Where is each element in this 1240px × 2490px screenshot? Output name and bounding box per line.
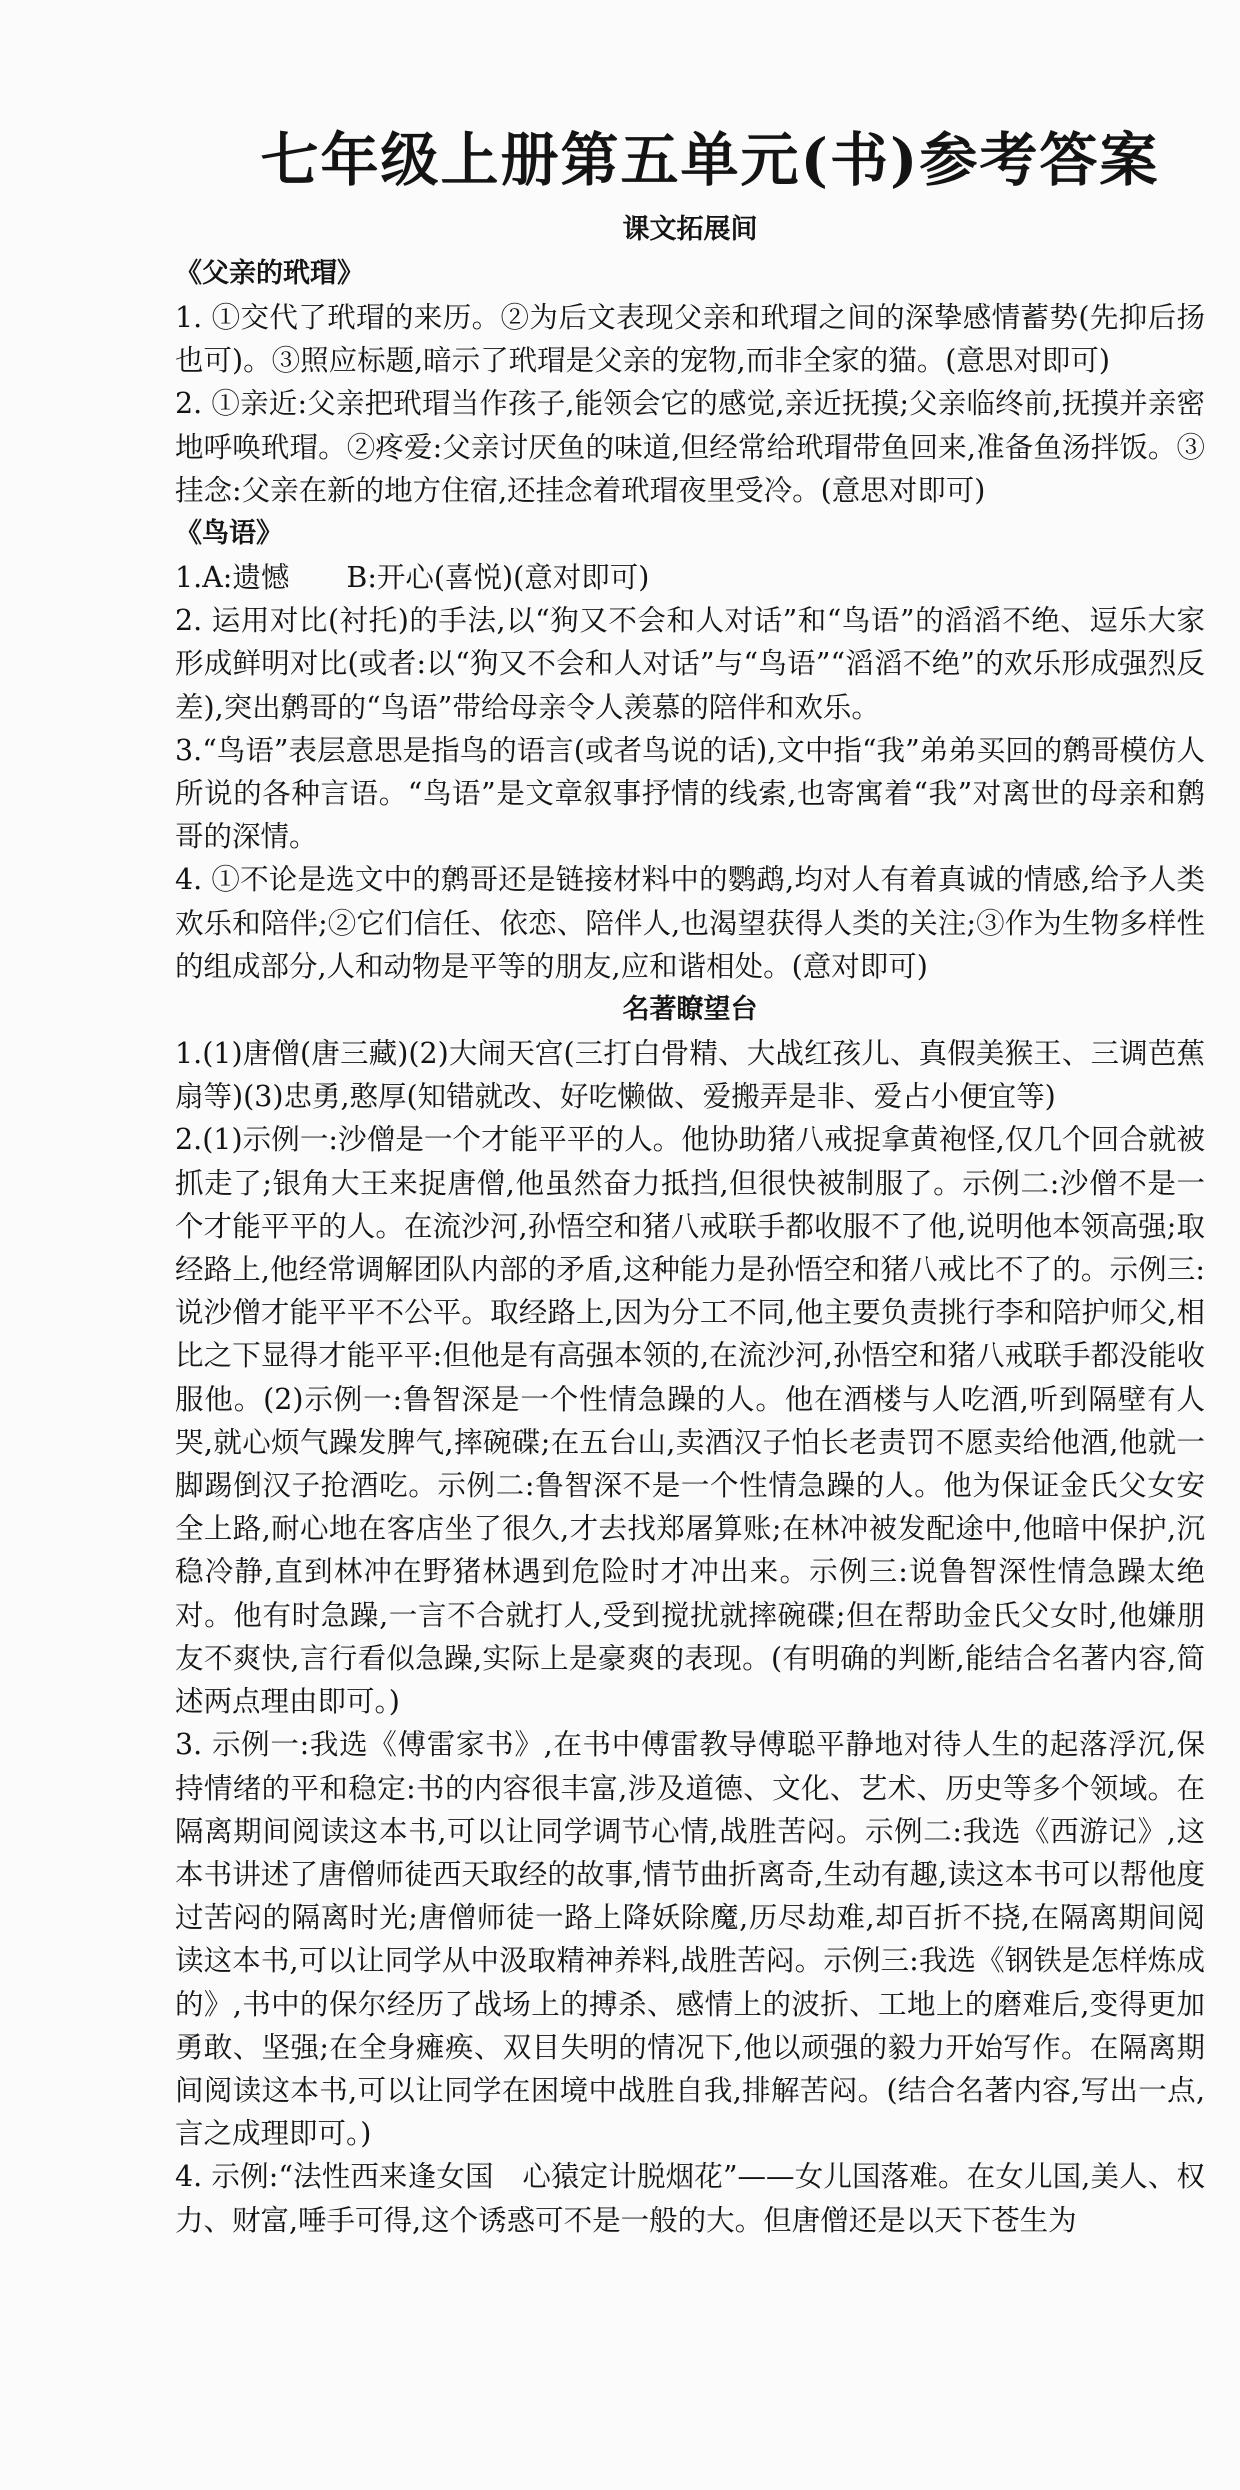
answer-paragraph: 4. ①不论是选文中的鹩哥还是链接材料中的鹦鹉,均对人有着真诚的情感,给予人类欢乐和陪伴;②它们信任、依恋、陪伴人,也渴望获得人类的关注;③作为生物多样性的组成部分,人和动物是平等的朋友,应和谐相处。(意对即可) xyxy=(175,863,1205,983)
answer-paragraph: 1.(1)唐僧(唐三藏)(2)大闹天宫(三打白骨精、大战红孩儿、真假美猴王、三调芭蕉扇等)(3)忠勇,憨厚(知错就改、好吃懒做、爱搬弄是非、爱占小便宜等) xyxy=(175,1037,1205,1114)
answer-paragraph: 2. 运用对比(衬托)的手法,以“狗又不会和人对话”和“鸟语”的滔滔不绝、逗乐大家形成鲜明对比(或者:以“狗又不会和人对话”与“鸟语”“滔滔不绝”的欢乐形成强烈反差),突出鹩哥的“鸟语”带给母亲令人羡慕的陪伴和欢乐。 xyxy=(175,604,1205,724)
answer-paragraph: 3.“鸟语”表层意思是指鸟的语言(或者鸟说的话),文中指“我”弟弟买回的鹩哥模仿人所说的各种言语。“鸟语”是文章叙事抒情的线索,也寄寓着“我”对离世的母亲和鹩哥的深情。 xyxy=(175,733,1205,854)
article-bird-language xyxy=(175,512,1205,988)
answer-paragraph: 2. ①亲近:父亲把玳瑁当作孩子,能领会它的感觉,亲近抚摸;父亲临终前,抚摸并亲密地呼唤玳瑁。②疼爱:父亲讨厌鱼的味道,但经常给玳瑁带鱼回来,准备鱼汤拌饭。③挂念:父亲在新的地方住宿,还挂念着玳瑁夜里受冷。(意思对即可) xyxy=(175,387,1205,507)
answer-paragraph: 1. ①交代了玳瑁的来历。②为后文表现父亲和玳瑁之间的深挚感情蓄势(先抑后扬也可)。③照应标题,暗示了玳瑁是父亲的宠物,而非全家的猫。(意思对即可) xyxy=(175,301,1205,378)
answer-paragraph: 3. 示例一:我选《傅雷家书》,在书中傅雷教导傅聪平静地对待人生的起落浮沉,保持情绪的平和稳定:书的内容很丰富,涉及道德、文化、艺术、历史等多个领域。在隔离期间阅读这本书,可以让同学调节心情,战胜苦闷。示例二:我选《西游记》,这本书讲述了唐僧师徒西天取经的故事,情节曲折离奇,生动有趣,读这本书可以帮他度过苦闷的隔离时光;唐僧师徒一路上降妖除魔,历尽劫难,却百折不挠,在隔离期间阅读这本书,可以让同学从中汲取精神养料,战胜苦闷。示例三:我选《钢铁是怎样炼成的》,书中的保尔经历了战场上的搏杀、感情上的波折、工地上的磨难后,变得更加勇敢、坚强;在全身瘫痪、双目失明的情况下,他以顽强的毅力开始写作。在隔离期间阅读这本书,可以让同学在困境中战胜自我,排解苦闷。(结合名著内容,写出一点,言之成理即可。) xyxy=(175,1728,1205,2151)
section-title: 课文拓展间 xyxy=(622,214,758,245)
section-text-extension xyxy=(175,208,1205,988)
section-classics xyxy=(175,988,1205,2242)
article-father-tortoiseshell-cat xyxy=(175,252,1205,512)
answer-paragraph: 2.(1)示例一:沙僧是一个才能平平的人。他协助猪八戒捉拿黄袍怪,仅几个回合就被抓走了;银角大王来捉唐僧,他虽然奋力抵挡,但很快被制服了。示例二:沙僧不是一个才能平平的人。在流沙河,孙悟空和猪八戒联手都收服不了他,说明他本领高强;取经路上,他经常调解团队内部的矛盾,这种能力是孙悟空和猪八戒比不了的。示例三:说沙僧才能平平不公平。取经路上,因为分工不同,他主要负责挑行李和陪护师父,相比之下显得才能平平:但他是有高强本领的,在流沙河,孙悟空和猪八戒联手都没能收服他。(2)示例一:鲁智深是一个性情急躁的人。他在酒楼与人吃酒,听到隔壁有人哭,就心烦气躁发脾气,摔碗碟;在五台山,卖酒汉子怕长老责罚不愿卖给他酒,他就一脚踢倒汉子抢酒吃。示例二:鲁智深不是一个性情急躁的人。他为保证金氏父女安全上路,耐心地在客店坐了很久,才去找郑屠算账;在林冲被发配途中,他暗中保护,沉稳冷静,直到林冲在野猪林遇到危险时才冲出来。示例三:说鲁智深性情急躁太绝对。他有时急躁,一言不合就打人,受到搅扰就摔碗碟;但在帮助金氏父女时,他嫌朋友不爽快,言行看似急躁,实际上是豪爽的表现。(有明确的判断,能结合名著内容,简述两点理由即可。) xyxy=(175,1123,1205,1719)
article-title: 《鸟语》 xyxy=(175,518,283,550)
article-title: 《父亲的玳瑁》 xyxy=(175,258,364,289)
answer-paragraph: 4. 示例:“法性西来逢女国 心猿定计脱烟花”——女儿国落难。在女儿国,美人、权力、财富,唾手可得,这个诱惑可不是一般的大。但唐僧还是以天下苍生为 xyxy=(175,2160,1205,2237)
section-title: 名著瞭望台 xyxy=(622,994,758,1026)
answer-paragraph: 1.A:遗憾 B:开心(喜悦)(意对即可) xyxy=(175,561,650,595)
answer-page xyxy=(175,120,1205,2242)
page-title: 七年级上册第五单元(书)参考答案 xyxy=(260,126,1160,194)
